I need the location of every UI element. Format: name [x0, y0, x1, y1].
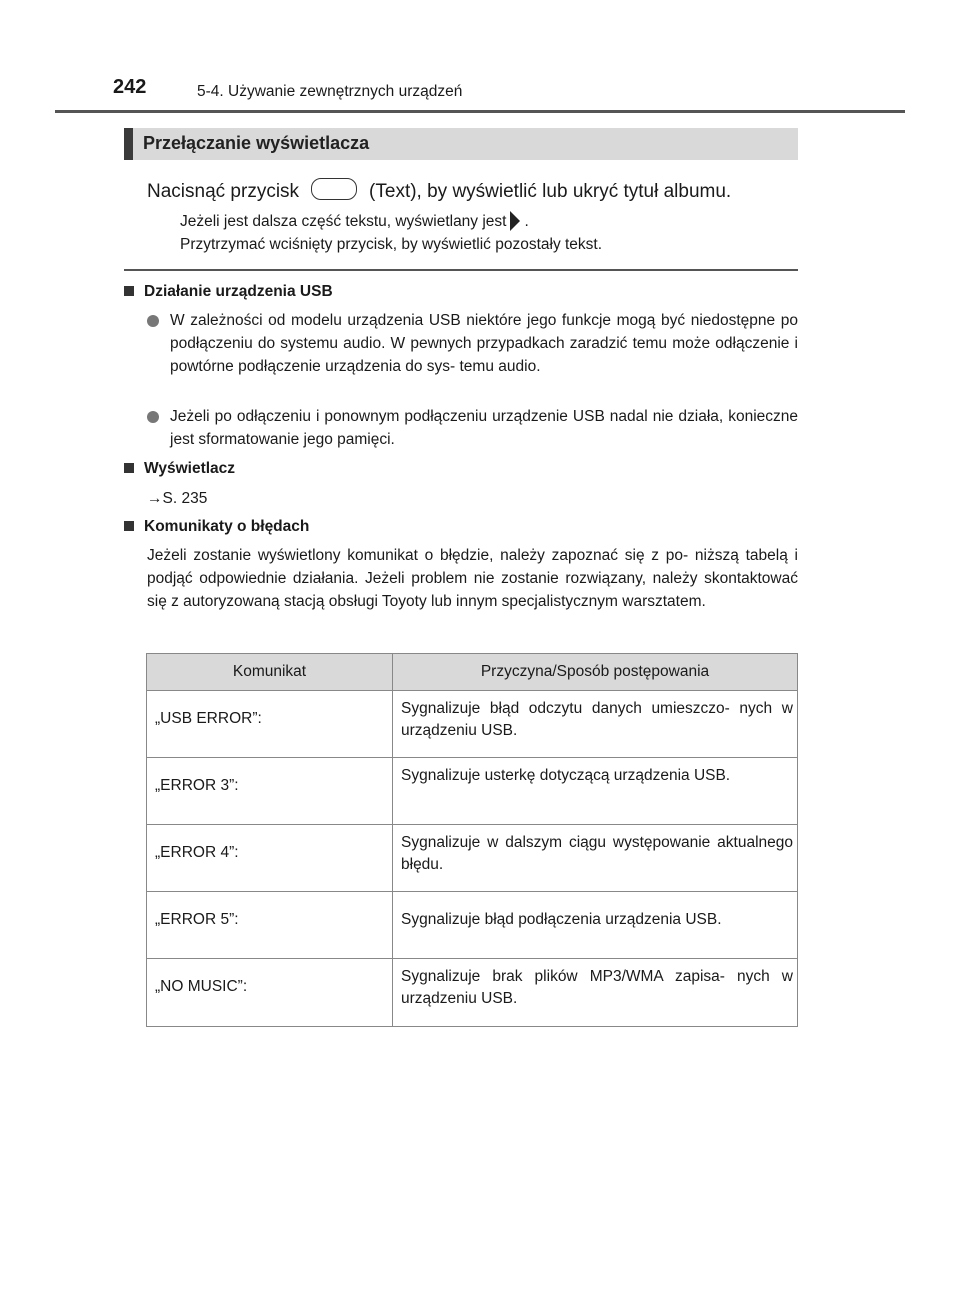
table-cell-message: „ERROR 4”: — [147, 825, 393, 892]
table-cell-cause: Sygnalizuje błąd podłączenia urządzenia USB. — [393, 892, 798, 959]
errors-heading — [124, 518, 309, 536]
table-cell-cause: Sygnalizuje brak plików MP3/WMA zapisa- nych w urządzeniu USB. — [393, 959, 798, 1027]
display-reference: →S. 235 — [147, 490, 208, 507]
more-text-arrow-icon — [510, 211, 520, 231]
note-line-2: Przytrzymać wciśnięty przycisk, by wyświetlić pozostały tekst. — [180, 236, 603, 253]
table-cell-message: „ERROR 3”: — [147, 758, 393, 825]
errors-heading-text: Komunikaty o błędach — [144, 518, 310, 535]
square-bullet-icon — [124, 521, 134, 531]
chapter-title: 5-4. Używanie zewnętrznych urządzeń — [197, 83, 463, 100]
header-rule — [55, 110, 905, 113]
square-bullet-icon — [124, 463, 134, 473]
note-line-1-before: Jeżeli jest dalsza część tekstu, wyświetlany jest — [180, 213, 507, 230]
error-messages-table — [146, 653, 798, 1027]
table-cell-message: „NO MUSIC”: — [147, 959, 393, 1027]
table-cell-message: „USB ERROR”: — [147, 691, 393, 758]
note-line-1 — [180, 211, 529, 231]
section-heading — [124, 128, 798, 160]
display-heading-text: Wyświetlacz — [144, 460, 236, 477]
table-row — [147, 892, 798, 959]
page-number: 242 — [113, 76, 147, 98]
divider — [124, 269, 798, 271]
usb-heading — [124, 283, 333, 301]
table-cell-cause: Sygnalizuje błąd odczytu danych umieszczo- nych w urządzeniu USB. — [393, 691, 798, 758]
table-header-cause: Przyczyna/Sposób postępowania — [393, 654, 798, 691]
table-cell-cause: Sygnalizuje usterkę dotyczącą urządzenia USB. — [393, 758, 798, 825]
square-bullet-icon — [124, 286, 134, 296]
table-row — [147, 758, 798, 825]
table-row — [147, 691, 798, 758]
instruction-before: Nacisnąć przycisk — [147, 181, 300, 202]
instruction — [147, 178, 731, 203]
table-header-row — [147, 654, 798, 691]
table-row — [147, 959, 798, 1027]
display-heading — [124, 460, 235, 478]
table-header-message: Komunikat — [147, 654, 393, 691]
text-button-icon — [311, 178, 357, 200]
round-bullet-icon — [147, 411, 159, 423]
usb-heading-text: Działanie urządzenia USB — [144, 283, 333, 300]
table-cell-cause: Sygnalizuje w dalszym ciągu występowanie aktualnego błędu. — [393, 825, 798, 892]
note-line-1-after: . — [524, 213, 529, 230]
errors-text: Jeżeli zostanie wyświetlony komunikat o błędzie, należy zapoznać się z po- niższą tabelą i podjąć odpowiednie działania. Jeżeli problem nie zostanie rozwiązany, należy skontaktować się z autoryzowaną stacją obsługi Toyoty lub innym specjalistycznym warsztatem. — [147, 547, 798, 610]
table-cell-message: „ERROR 5”: — [147, 892, 393, 959]
section-heading-bar — [124, 128, 133, 160]
section-title: Przełączanie wyświetlacza — [143, 133, 370, 153]
instruction-after: (Text), by wyświetlić lub ukryć tytuł albumu. — [369, 181, 732, 202]
round-bullet-icon — [147, 315, 159, 327]
table-row — [147, 825, 798, 892]
usb-bullet-2-text: Jeżeli po odłączeniu i ponownym podłączeniu urządzenie USB nadal nie działa, konieczne jest sformatowanie jego pamięci. — [170, 408, 798, 448]
usb-bullet-1-text: W zależności od modelu urządzenia USB niektóre jego funkcje mogą być niedostępne po podłączeniu do systemu audio. W pewnych przypadkach zaradzić temu może odłączenie i powtórne podłączenie urządzenia do sys- temu audio. — [170, 312, 798, 375]
